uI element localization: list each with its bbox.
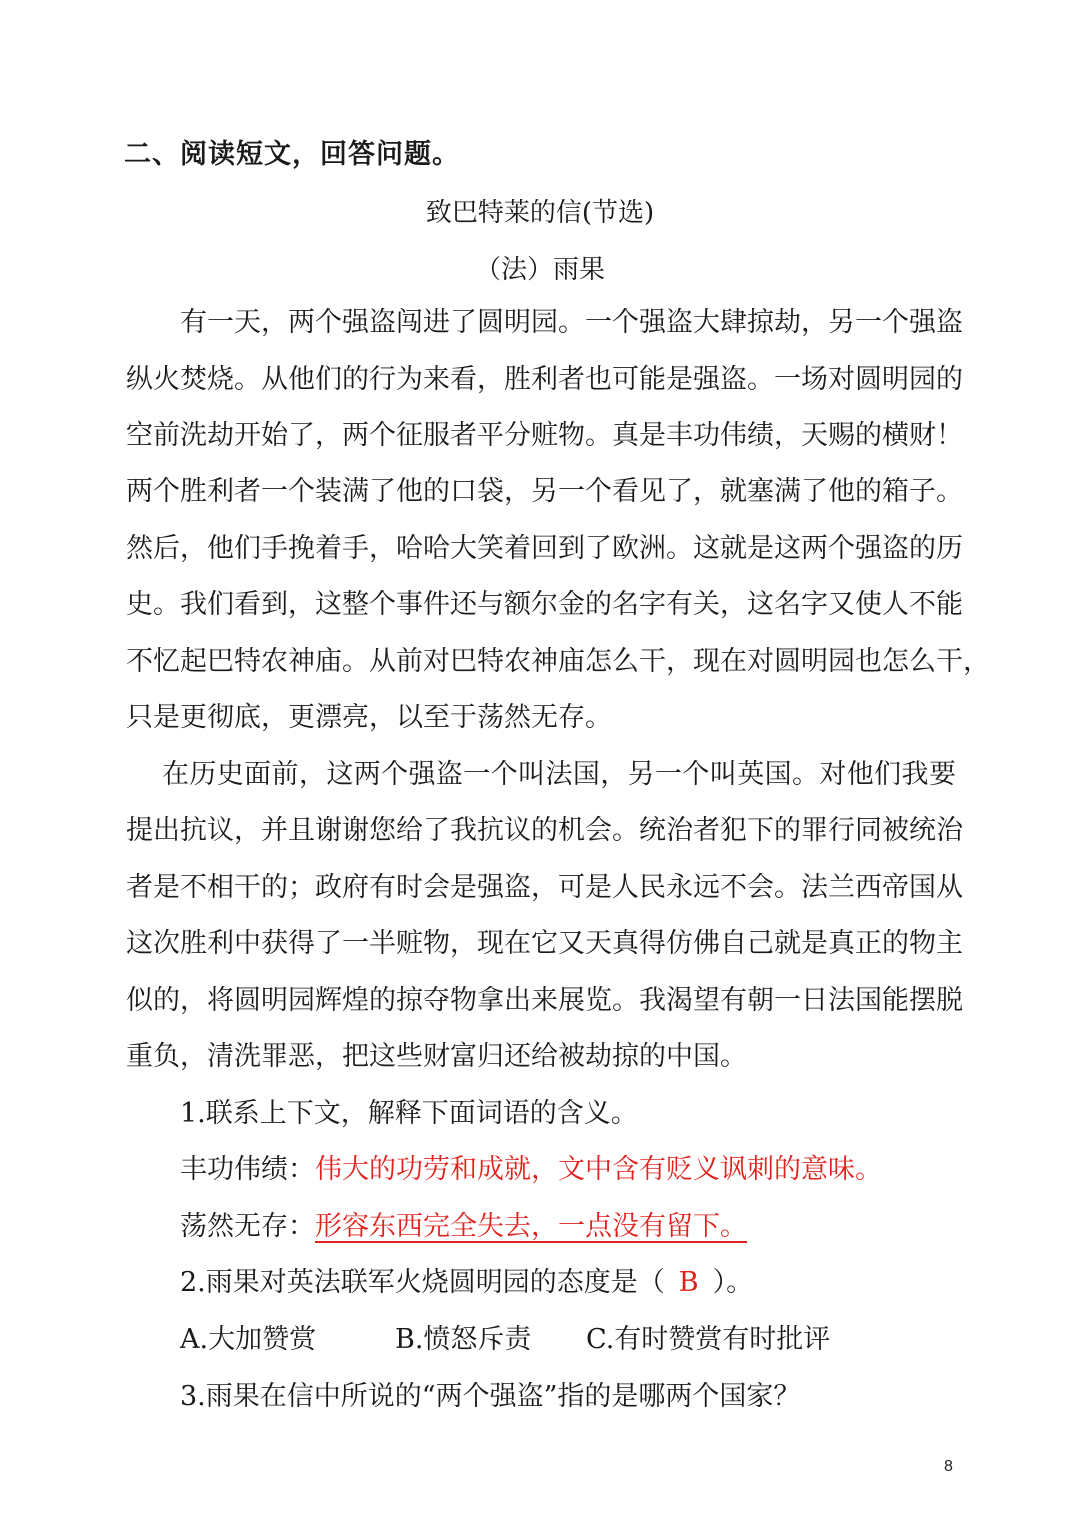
question-1-term-2 bbox=[180, 1207, 747, 1247]
question-2-prompt bbox=[180, 1263, 753, 1303]
passage-line: 然 后 ， 他 们 手 挽 着 手 ， 哈 哈 大 笑 着 回 到 了 欧 洲 。 这 就 是 这 两 个 强 盗 的 历 bbox=[126, 533, 963, 564]
option-a: A.大加赞赏 bbox=[180, 1324, 317, 1355]
passage-line: 提 出 抗 议 ， 并 且 谢 谢 您 给 了 我 抗 议 的 机 会 。 统 治 者 犯 下 的 罪 行 同 被 统 治 bbox=[126, 815, 963, 846]
passage-line: 两 个 胜 利 者 一 个 装 满 了 他 的 口 袋 ， 另 一 个 看 见 了 ， 就 塞 满 了 他 的 箱 子 。 bbox=[126, 476, 963, 507]
question-1-prompt: 1.联系上下文，解释下面词语的含义。 bbox=[180, 1098, 638, 1129]
passage-title: 致巴特莱的信(节选) bbox=[425, 198, 655, 228]
question-1-term-1 bbox=[180, 1150, 882, 1190]
passage-line: 只是更彻底，更漂亮，以至于荡然无存。 bbox=[126, 702, 612, 733]
question-2-prompt-before: 2.雨果对英法联军火烧圆明园的态度是（ bbox=[180, 1267, 665, 1298]
passage-line: 空 前 洗 劫 开 始 了 ， 两 个 征 服 者 平 分 赃 物 。 真 是 丰 功 伟 绩 ， 天 赐 的 横 财 ！ bbox=[126, 420, 963, 451]
page-number: 8 bbox=[944, 1458, 953, 1475]
passage-line: 史 。 我 们 看 到 ， 这 整 个 事 件 还 与 额 尔 金 的 名 字 有 关 ， 这 名 字 又 使 人 不 能 bbox=[126, 589, 963, 620]
term-1-label: 丰功伟绩： bbox=[180, 1154, 315, 1185]
term-2-label: 荡然无存： bbox=[180, 1211, 315, 1242]
term-2-answer: 形容东西完全失去，一点没有留下。 bbox=[315, 1211, 747, 1242]
passage-line: 不 忆 起 巴 特 农 神 庙 。 从 前 对 巴 特 农 神 庙 怎 么 干 ， 现 在 对 圆 明 园 也 怎 么 干 ， bbox=[126, 646, 990, 677]
passage-line: 似 的 ， 将 圆 明 园 辉 煌 的 掠 夺 物 拿 出 来 展 览 。 我 渴 望 有 朝 一 日 法 国 能 摆 脱 bbox=[126, 985, 963, 1016]
option-c: C.有时赞赏有时批评 bbox=[586, 1324, 831, 1355]
question-2-prompt-after: ）。 bbox=[712, 1267, 754, 1298]
passage-line: 重负，清洗罪恶，把这些财富归还给被劫掠的中国。 bbox=[126, 1041, 747, 1072]
passage-line: 在 历 史 面 前 ， 这 两 个 强 盗 一 个 叫 法 国 ， 另 一 个 叫 英 国 。 对 他 们 我 要 bbox=[162, 759, 956, 790]
option-b: B.愤怒斥责 bbox=[395, 1324, 532, 1355]
passage-line: 者 是 不 相 干 的 ； 政 府 有 时 会 是 强 盗 ， 可 是 人 民 永 远 不 会 。 法 兰 西 帝 国 从 bbox=[126, 872, 963, 903]
passage-author: （法）雨果 bbox=[474, 255, 605, 285]
section-heading: 二、阅读短文，回答问题。 bbox=[124, 139, 460, 170]
term-1-answer: 伟大的功劳和成就，文中含有贬义讽刺的意味。 bbox=[315, 1154, 882, 1185]
passage-line: 有 一 天 ， 两 个 强 盗 闯 进 了 圆 明 园 。 一 个 强 盗 大 肆 掠 劫 ， 另 一 个 强 盗 bbox=[180, 307, 963, 338]
question-2-answer: B bbox=[678, 1267, 699, 1298]
passage-line: 这 次 胜 利 中 获 得 了 一 半 赃 物 ， 现 在 它 又 天 真 得 仿 佛 自 己 就 是 真 正 的 物 主 bbox=[126, 928, 963, 959]
passage-line: 纵 火 焚 烧 。 从 他 们 的 行 为 来 看 ， 胜 利 者 也 可 能 是 强 盗 。 一 场 对 圆 明 园 的 bbox=[126, 364, 963, 395]
question-3-prompt: 3.雨果在信中所说的“两个强盗”指的是哪两个国家？ bbox=[180, 1381, 801, 1412]
